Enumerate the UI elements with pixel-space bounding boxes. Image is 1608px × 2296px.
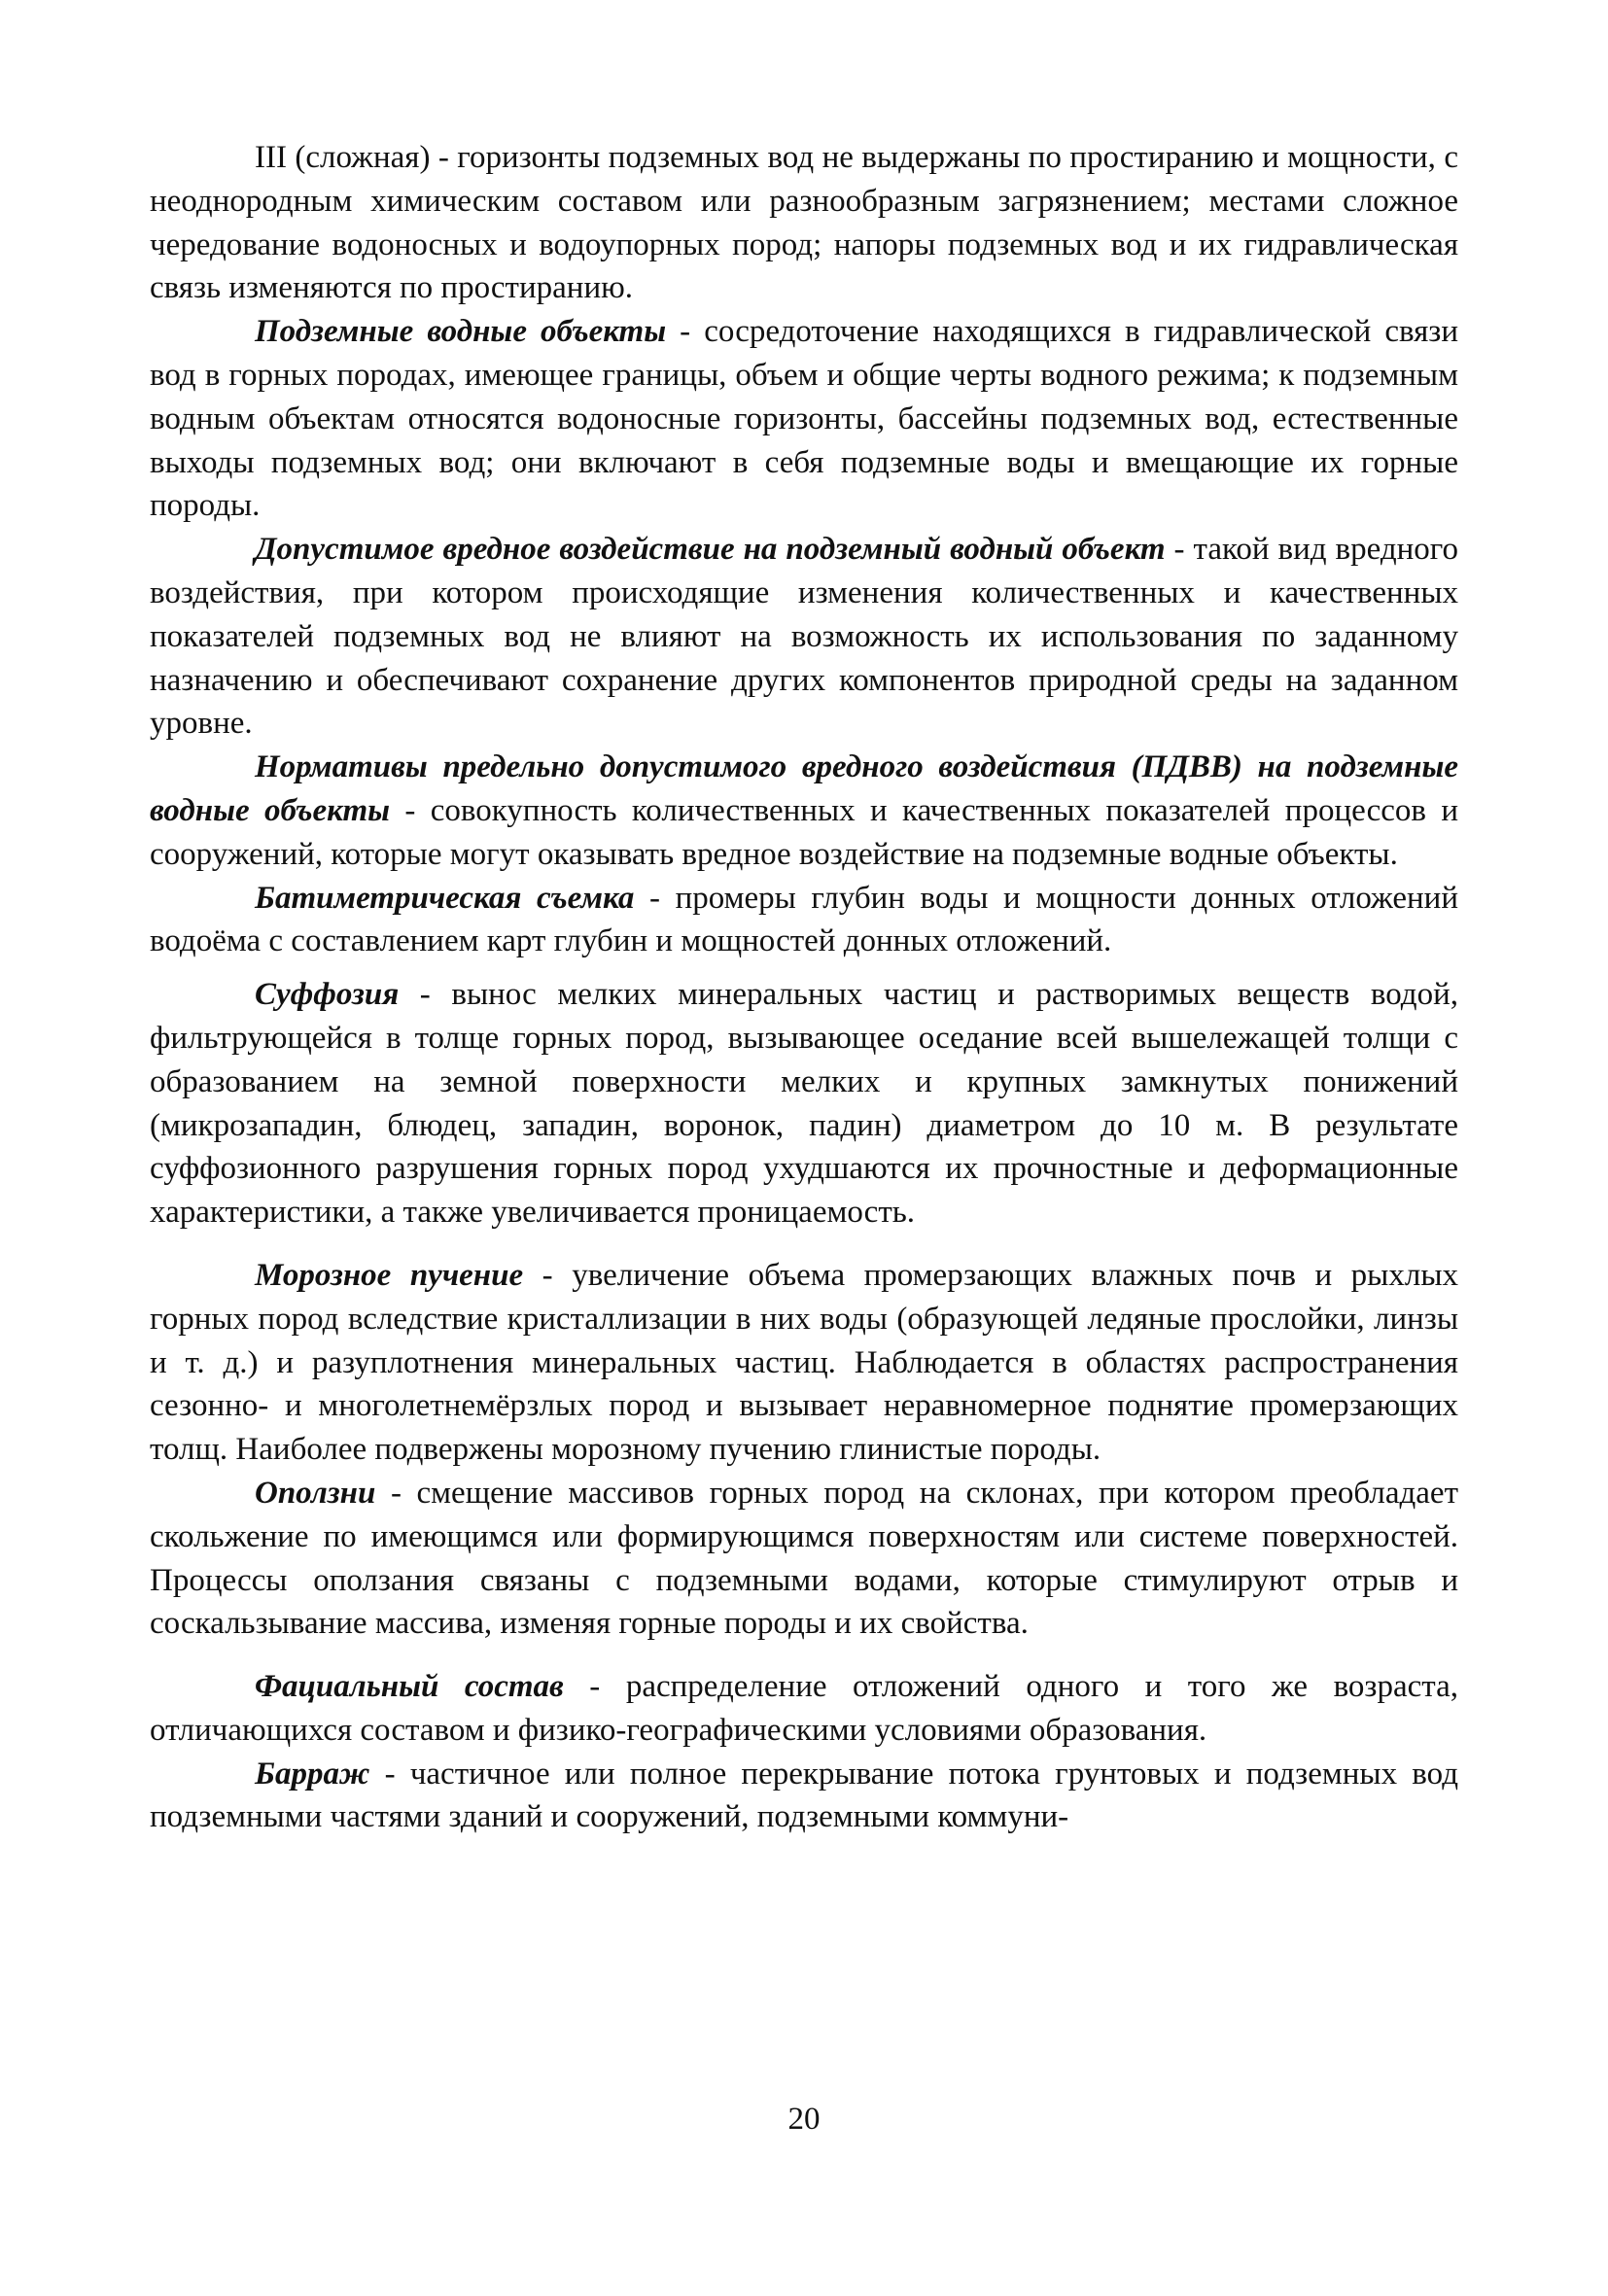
term-label: Батиметрическая съемка <box>255 880 635 916</box>
paragraph-permissible-harmful-impact <box>150 528 1458 746</box>
document-body <box>150 136 1458 1839</box>
term-label: Суффозия <box>255 977 400 1013</box>
definition-text: - промеры глубин воды и мощности донных отложений водоёма с составлением карт глубин и мощностей донных отложений. <box>150 880 1459 959</box>
term-label: Оползни <box>255 1475 376 1511</box>
page-number: 20 <box>787 2102 821 2137</box>
term-label: Фациальный состав <box>255 1669 564 1705</box>
paragraph-text: III (сложная) - горизонты подземных вод не выдержаны по простиранию и мощности, с неоднородным химическим составом или разнообразным загрязнением; местами сложное чередование водоносных и водоупорных пород; напоры подземных вод и их гидравлическая связь изменяются по простиранию. <box>150 140 1458 306</box>
definition-text: - частичное или полное перекрывание потока грунтовых и подземных вод подземными частями зданий и сооружений, подземными коммуни- <box>150 1756 1458 1835</box>
definition-text: - увеличение объема промерзающих влажных почв и рыхлых горных пород вследствие кристаллизации в них воды (образующей ледяные прослойки, линзы и т. д.) и разуплотнения минеральных частиц. Наблюдается в областях распространения сезонно- и многолетнемёрзлых пород и вызывает неравномерное поднятие промерзающих толщ. Наиболее подвержены морозному пучению глинистые породы. <box>150 1257 1458 1468</box>
definition-text: - распределение отложений одного и того же возраста, отличающихся составом и физико-географическими условиями образования. <box>150 1669 1458 1748</box>
term-label: Нормативы предельно допустимого вредного воздействия (ПДВВ) на подземные водные объекты <box>150 749 1458 828</box>
term-label: Морозное пучение <box>255 1257 524 1293</box>
term-label: Подземные водные объекты <box>255 314 667 350</box>
term-label: Допустимое вредное воздействие на подземный водный объект <box>255 532 1166 568</box>
paragraph-landslides <box>150 1472 1458 1646</box>
definition-text: - такой вид вредного воздействия, при котором происходящие изменения количественных и качественных показателей подземных вод не влияют на возможность их использования по заданному назначению и обеспечивают сохранение других компонентов природной среды на заданном уровне. <box>150 532 1459 742</box>
definition-text: - вынос мелких минеральных частиц и растворимых веществ водой, фильтрующейся в толще горных пород, вызывающее оседание всей вышележащей толщи с образованием на земной поверхности мелких и крупных замкнутых понижений (микрозападин, блюдец, западин, воронок, падин) диаметром до 10 м. В результате суффозионного разрушения горных пород ухудшаются их прочностные и деформационные характеристики, а также увеличивается проницаемость. <box>150 977 1458 1231</box>
definition-text: - сосредоточение находящихся в гидравлической связи вод в горных породах, имеющее границы, объем и общие черты водного режима; к подземным водным объектам относятся водоносные горизонты, бассейны подземных вод, естественные выходы подземных вод; они включают в себя подземные воды и вмещающие их горные породы. <box>150 314 1459 524</box>
paragraph-frost-heave <box>150 1254 1458 1472</box>
term-label: Барраж <box>255 1756 370 1792</box>
paragraph-pdvv-norms <box>150 746 1458 876</box>
definition-text: - смещение массивов горных пород на склонах, при котором преобладает скольжение по имеющимся или формирующимся поверхностям или системе поверхностей. Процессы оползания связаны с подземными водами, которые стимулируют отрыв и соскальзывание массива, изменяя горные породы и их свойства. <box>150 1475 1458 1642</box>
paragraph-underground-water-objects <box>150 310 1458 528</box>
paragraph-barrage <box>150 1753 1458 1840</box>
paragraph-facies-composition <box>150 1665 1458 1753</box>
paragraph-complexity-iii <box>150 136 1458 310</box>
definition-text: - совокупность количественных и качественных показателей процессов и сооружений, которые могут оказывать вредное воздействие на подземные водные объекты. <box>150 792 1458 872</box>
paragraph-bathymetric-survey <box>150 877 1458 964</box>
paragraph-suffosion <box>150 973 1458 1235</box>
